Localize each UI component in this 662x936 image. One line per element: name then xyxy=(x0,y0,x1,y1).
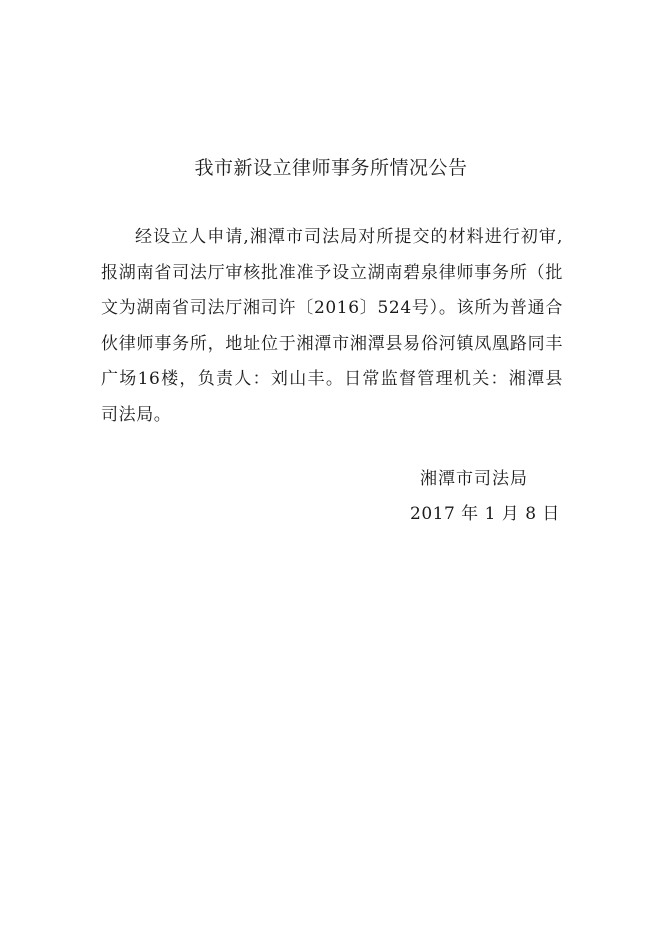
signature-organization: 湘潭市司法局 xyxy=(420,469,528,489)
document-title: 我市新设立律师事务所情况公告 xyxy=(194,157,468,179)
document-body-paragraph: 经设立人申请,湘潭市司法局对所提交的材料进行初审,报湖南省司法厅审核批准准予设立湖南碧泉律师事务所（批文为湖南省司法厅湘司许〔2016〕524号）。该所为普通合伙律师事务所，地址位于湘潭市湘潭县易俗河镇凤凰路同丰广场16楼，负责人：刘山丰。日常监督管理机关：湘潭县司法局。 xyxy=(101,227,563,425)
signature-date: 2017 年 1 月 8 日 xyxy=(410,504,560,524)
